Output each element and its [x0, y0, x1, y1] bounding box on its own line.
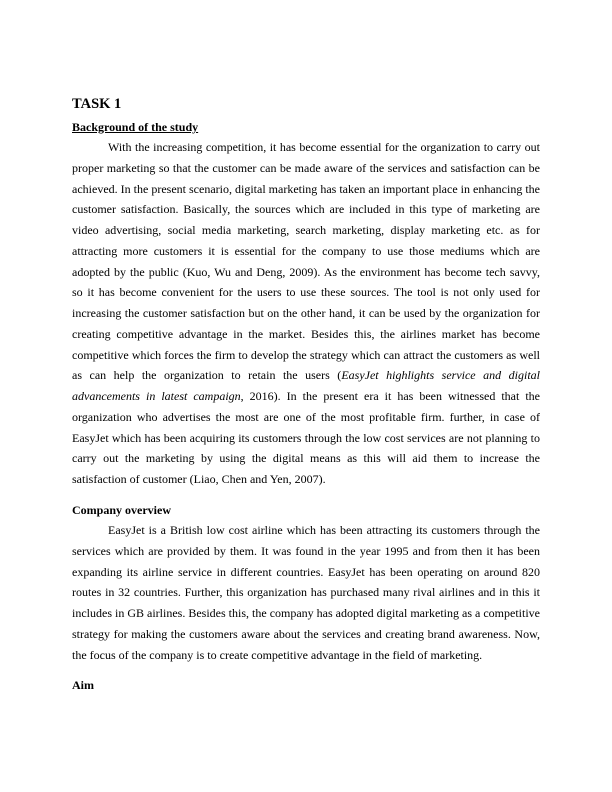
text-line: [72, 345, 540, 366]
text-line: [72, 241, 540, 262]
text-line: [72, 158, 540, 179]
text-line: [72, 645, 540, 666]
text-segment: strategy for making the customers aware about the services and creating brand awareness. Now,: [72, 626, 540, 641]
text-segment: services which are provided by them. It was found in the year 1995 and from then it has been: [72, 543, 540, 558]
text-segment: carry out the marketing by using the digital means as this will aid them to increase the: [72, 451, 540, 466]
text-segment: so it has become convenient for the users to use these sources. The tool is not only used for: [72, 285, 540, 300]
paragraph-background: [72, 137, 540, 490]
text-line: [72, 624, 540, 645]
text-line: [72, 262, 540, 283]
text-segment: includes in GB airlines. Besides this, the company has adopted digital marketing as a competitive: [72, 606, 540, 620]
task-title: TASK 1: [72, 96, 122, 112]
text-line: [72, 386, 540, 407]
text-line: [72, 199, 540, 220]
text-line: [72, 520, 540, 541]
text-line: [72, 541, 540, 562]
text-line: [72, 324, 540, 345]
text-line: [72, 428, 540, 449]
text-segment: proper marketing so that the customer can be made aware of the services and satisfaction can be: [72, 160, 540, 175]
paragraph-company-overview: [72, 520, 540, 665]
text-line: [72, 137, 540, 158]
text-line: [72, 582, 540, 603]
text-segment: achieved. In the present scenario, digital marketing has taken an important place in enhancing the: [72, 181, 540, 196]
text-segment: competitive which forces the firm to develop the strategy which can attract the customers as well: [72, 347, 540, 362]
text-segment: routes in 32 countries. Further, this organization has purchased many rival airlines and in this it: [72, 585, 540, 600]
text-line: [72, 562, 540, 583]
text-line: [72, 469, 540, 490]
text-segment: EasyJet which has been acquiring its customers through the low cost services are not planning to: [72, 430, 540, 445]
text-segment: adopted by the public (Kuo, Wu and Deng, 2009). As the environment has become tech savvy,: [72, 264, 540, 279]
text-line: [72, 448, 540, 469]
text-line: [72, 282, 540, 303]
text-segment: With the increasing competition, it has become essential for the organization to carry out: [108, 140, 540, 154]
text-line: [72, 365, 540, 386]
text-segment: customer satisfaction. Basically, the sources which are included in this type of marketing are: [72, 202, 540, 217]
heading-company-overview: Company overview: [72, 503, 171, 517]
text-line: [72, 220, 540, 241]
italic-citation-text: advancements in latest campaign: [72, 389, 241, 403]
text-segment: as can help the organization to retain the users (: [72, 368, 342, 383]
text-segment: attracting more customers it is essential for the company to use those mediums which are: [72, 243, 540, 258]
text-line: [72, 603, 540, 624]
text-segment: EasyJet is a British low cost airline which has been attracting its customers through the: [108, 523, 540, 537]
text-segment: expanding its airline service in different countries. EasyJet has been operating on around 820: [72, 564, 540, 579]
heading-aim: Aim: [72, 678, 94, 692]
text-segment: the focus of the company is to create competitive advantage in the field of marketing.: [72, 647, 483, 662]
text-line: [72, 303, 540, 324]
text-segment: satisfaction of customer (Liao, Chen and Yen, 2007).: [72, 472, 326, 486]
text-line: [72, 407, 540, 428]
text-segment: creating competitive advantage in the market. Besides this, the airlines market has become: [72, 326, 540, 341]
text-segment: , 2016). In the present era it has been witnessed that the: [240, 389, 540, 403]
text-segment: organization who advertises the most are one of the most profitable firm. further, in case of: [72, 409, 540, 424]
text-segment: video advertising, social media marketing, search marketing, display marketing etc. as for: [72, 223, 540, 237]
italic-citation-text: EasyJet highlights service and digital: [341, 368, 540, 383]
text-segment: increasing the customer satisfaction but on the other hand, it can be used by the organization for: [72, 306, 540, 320]
heading-background: Background of the study: [72, 120, 199, 134]
text-line: [72, 179, 540, 200]
